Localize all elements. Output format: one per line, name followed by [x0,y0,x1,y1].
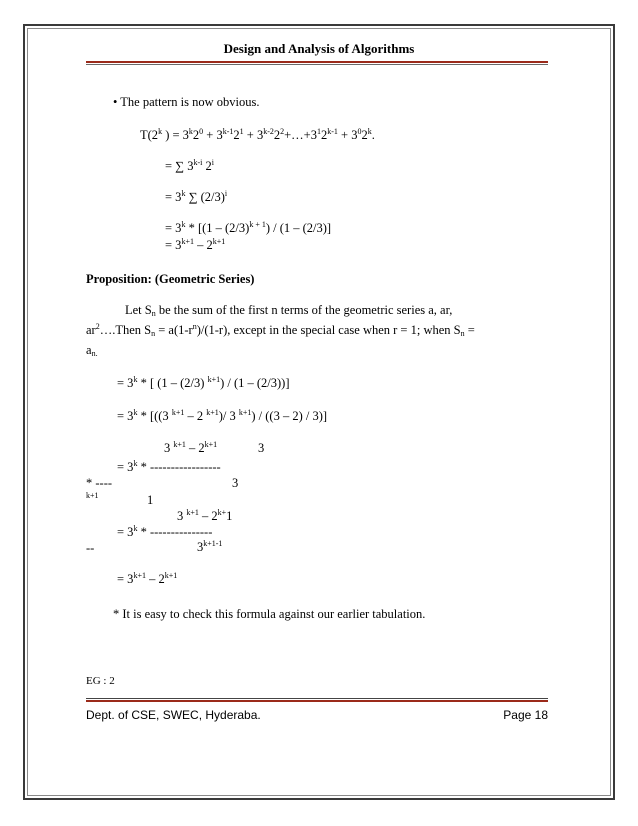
equation-line-2: = ∑ 3$^{k-i}$ 2$^i$ [165,158,214,173]
result-line: = $3^{k+1} - 2^{k+1}$ [117,571,178,586]
note-line: * It is easy to check this formula against our earlier tabulation. [113,607,426,621]
fraction-2-lhs: = $3^k$ * --------------- [117,524,213,539]
paragraph-line-3: $a_{n.}$ [86,343,98,358]
fraction-1-denominator: 1 [147,493,154,507]
fraction-1-star-dash: * ---- [86,476,113,490]
paragraph-line-2: $ar^2\dots.Then$ $S_n = a(1-r^n)/(1-r)$, except in the special case when r = 1; when $S_n$ = [86,322,475,338]
derivation-line-1: = $3^k$ * [ (1 – (2/3) $^{k+1}$) / (1 – (2/3))] [117,375,290,390]
equation-line-5: = $3^{k+1} - 2^{k+1}$ [165,237,226,252]
fraction-2-numerator: 3 $^{k+1} - 2^{k+}1$ [177,508,233,523]
equation-line-3: = $3^k$ ∑ $(2/3)^i$ [165,189,228,204]
fraction-1-denominator-right: 3 [232,476,239,490]
proposition-heading: Proposition: (Geometric Series) [86,272,255,286]
fraction-2-denominator: $3^{k+1-1}$ [197,539,223,554]
derivation-line-2: = $3^k * [((3$ $^{k+1}$ – 2 $^{k+1}$)/ 3 $^{k+1}$) / ((3 – 2) / 3)] [117,408,328,423]
header-rule [86,61,548,63]
fraction-2-dash: -- [86,541,95,555]
bullet-line: • The pattern is now obvious. [113,95,260,109]
fraction-1-lhs: = $3^k$ * ----------------- [117,459,221,474]
paragraph-line-1: Let $S_n$ be the sum of the first n terms of the geometric series a, ar, [125,303,453,318]
fraction-1-numerator: 3 $^{k+1} - 2^{k+1}$ [164,440,218,455]
fraction-1-exponent: k+1 [86,491,99,500]
footer-rule-accent [86,700,548,702]
header-rule-thin [86,64,548,65]
equation-line-1: T(2$^k$ ) = $3^k2^0 + 3^{k-1}2^1$ + $3^{k-2}2^2+\dots+3^12^{k-1} + 3^02^k$. [140,127,375,142]
fraction-1-numerator-right: 3 [258,441,265,455]
header-title: Design and Analysis of Algorithms [223,41,415,56]
equation-line-4: = $3^k * [(1 - (2/3)^{k + 1}) / (1 - (2/3)]$ [165,220,332,235]
footer-department: Dept. of CSE, SWEC, Hyderaba. [86,708,261,722]
footer-rule [86,698,548,699]
footer-page-number: Page 18 [503,708,548,722]
eg-label: EG : 2 [86,675,115,687]
